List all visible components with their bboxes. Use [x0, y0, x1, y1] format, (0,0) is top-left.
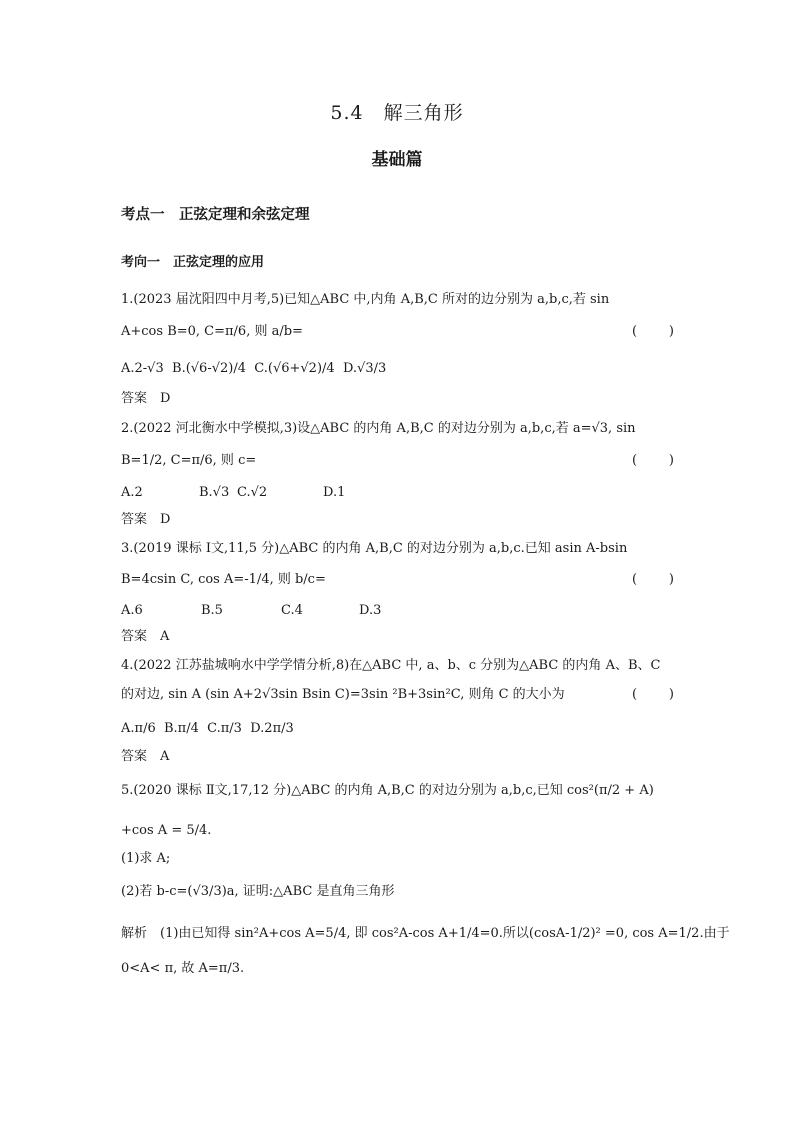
option: B.(√6-√2)/4	[172, 361, 246, 376]
question-4-line-2: 的对边, sin A (sin A+2√3sin Bsin C)=3sin ²B+3sin²C, 则角 C 的大小为	[121, 687, 565, 702]
question-3-options	[121, 602, 381, 620]
answer-line: 答案 A	[121, 629, 170, 644]
question-5-line-2: +cos A = 5/4.	[121, 823, 212, 838]
question-3-line-1: 3.(2019 课标 Ⅰ文,11,5 分)△ABC 的内角 A,B,C 的对边分别为 a,b,c.已知 asin A-bsin	[121, 541, 628, 556]
question-1-line-2: A+cos B=0, C=π/6, 则 a/b=	[121, 324, 303, 339]
section-heading: 考点一 正弦定理和余弦定理	[121, 207, 310, 223]
option: B.5	[201, 603, 223, 618]
answer-line: 答案 D	[121, 512, 171, 527]
question-5-part-2: (2)若 b-c=(√3/3)a, 证明:△ABC 是直角三角形	[121, 884, 395, 899]
option: C.√2	[237, 485, 268, 500]
bracket-open: (	[632, 453, 638, 468]
bracket-open: (	[632, 572, 638, 587]
page-title: 5.4 解三角形	[330, 102, 464, 124]
option: D.2π/3	[250, 721, 294, 736]
option: A.6	[121, 603, 143, 618]
option: D.√3/3	[342, 361, 387, 376]
option: C.π/3	[207, 721, 242, 736]
solution-line-1: 解析 (1)由已知得 sin²A+cos A=5/4, 即 cos²A-cos A+1/4=0.所以(cosA-1/2)² =0, cos A=1/2.由于	[121, 926, 730, 941]
question-3-line-2: B=4csin C, cos A=-1/4, 则 b/c=	[121, 572, 326, 587]
bracket-close: )	[668, 687, 674, 702]
bracket-close: )	[668, 324, 674, 339]
question-5-part-1: (1)求 A;	[121, 851, 171, 866]
answer-line: 答案 D	[121, 391, 171, 406]
answer-line: 答案 A	[121, 749, 170, 764]
bracket-close: )	[668, 572, 674, 587]
option: B.π/4	[163, 721, 199, 736]
bracket-open: (	[632, 324, 638, 339]
option: B.√3	[199, 485, 230, 500]
option: D.3	[359, 603, 382, 618]
solution-line-2: 0<A< π, 故 A=π/3.	[121, 961, 245, 976]
section-subheading: 考向一 正弦定理的应用	[121, 255, 265, 270]
answer-bracket	[632, 686, 674, 704]
bracket-open: (	[632, 687, 638, 702]
option: D.1	[323, 485, 346, 500]
page-subtitle: 基础篇	[371, 150, 423, 170]
bracket-close: )	[668, 453, 674, 468]
question-5-line-1: 5.(2020 课标 Ⅱ文,17,12 分)△ABC 的内角 A,B,C 的对边分别为 a,b,c,已知 cos²(π/2 + A)	[121, 783, 654, 798]
question-1-line-1: 1.(2023 届沈阳四中月考,5)已知△ABC 中,内角 A,B,C 所对的边分别为 a,b,c,若 sin	[121, 292, 610, 307]
answer-bracket	[632, 323, 674, 341]
question-2-line-2: B=1/2, C=π/6, 则 c=	[121, 453, 257, 468]
option: A.2	[121, 485, 143, 500]
option: C.4	[281, 603, 303, 618]
option: A.π/6	[121, 721, 156, 736]
question-2-line-1: 2.(2022 河北衡水中学模拟,3)设△ABC 的内角 A,B,C 的对边分别为 a,b,c,若 a=√3, sin	[121, 421, 636, 436]
question-4-options	[121, 720, 294, 738]
question-2-options	[121, 484, 345, 502]
answer-bracket	[632, 571, 674, 589]
option: A.2-√3	[121, 361, 164, 376]
option: C.(√6+√2)/4	[254, 361, 335, 376]
answer-bracket	[632, 452, 674, 470]
question-4-line-1: 4.(2022 江苏盐城响水中学学情分析,8)在△ABC 中, a、b、c 分别为△ABC 的内角 A、B、C	[121, 658, 661, 673]
question-1-options	[121, 360, 386, 378]
